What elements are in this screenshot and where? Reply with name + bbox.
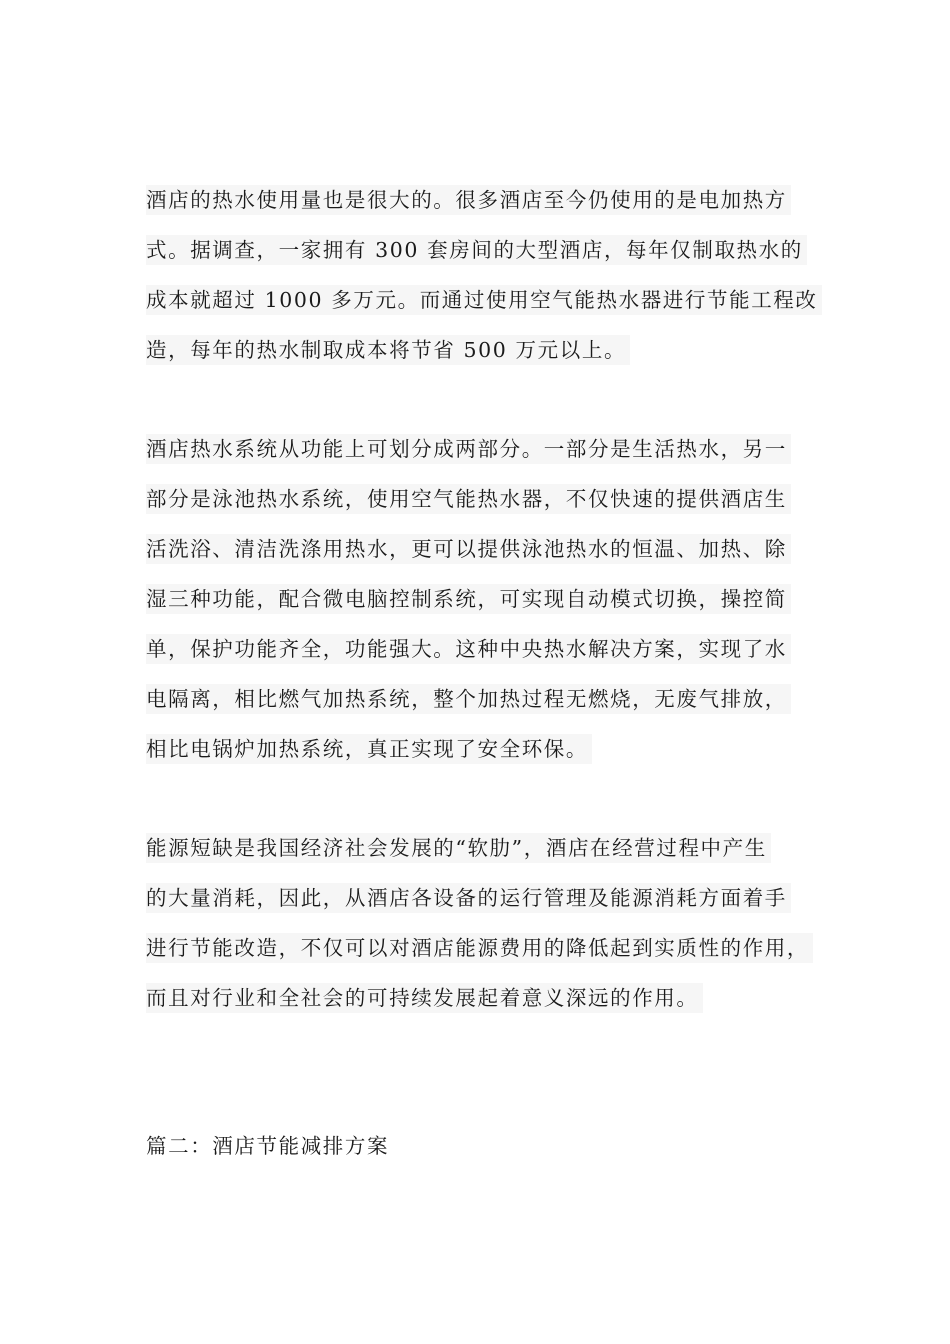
paragraph-line [146,175,836,225]
line-text: 能源短缺是我国经济社会发展的“软肋”，酒店在经营过程中产生 [146,833,771,863]
line-text: 活洗浴、清洁洗涤用热水，更可以提供泳池热水的恒温、加热、除 [146,534,791,564]
line-text: 相比电锅炉加热系统，真正实现了安全环保。 [146,734,592,764]
line-text: 的大量消耗，因此，从酒店各设备的运行管理及能源消耗方面着手 [146,883,791,913]
line-text: 湿三种功能，配合微电脑控制系统，可实现自动模式切换，操控简 [146,584,791,614]
paragraph-line [146,524,836,574]
paragraph-energy-shortage [146,823,836,1023]
line-text: 成本就超过 1000 多万元。而通过使用空气能热水器进行节能工程改 [146,285,822,315]
paragraph-line [146,225,836,275]
line-text: 单，保护功能齐全，功能强大。这种中央热水解决方案，实现了水 [146,634,791,664]
paragraph-line [146,275,836,325]
paragraph-line [146,973,836,1023]
paragraph-line [146,424,836,474]
paragraph-line [146,574,836,624]
line-text: 电隔离，相比燃气加热系统，整个加热过程无燃烧，无废气排放， [146,684,791,714]
line-text: 进行节能改造，不仅可以对酒店能源费用的降低起到实质性的作用， [146,933,813,963]
line-text: 酒店热水系统从功能上可划分成两部分。一部分是生活热水，另一 [146,434,791,464]
paragraph-line [146,873,836,923]
line-text: 部分是泳池热水系统，使用空气能热水器，不仅快速的提供酒店生 [146,484,791,514]
paragraph-hot-water-system [146,424,836,774]
paragraph-line [146,325,836,375]
paragraph-line [146,923,836,973]
section-heading: 篇二：酒店节能减排方案 [146,1134,390,1158]
line-text: 式。据调查，一家拥有 300 套房间的大型酒店，每年仅制取热水的 [146,235,807,265]
line-text: 造，每年的热水制取成本将节省 500 万元以上。 [146,335,630,365]
paragraph-line [146,474,836,524]
paragraph-line [146,724,836,774]
line-text: 酒店的热水使用量也是很大的。很多酒店至今仍使用的是电加热方 [146,185,791,215]
paragraph-line [146,674,836,724]
paragraph-line [146,624,836,674]
paragraph-hot-water-usage [146,175,836,375]
paragraph-line [146,823,836,873]
line-text: 而且对行业和全社会的可持续发展起着意义深远的作用。 [146,983,703,1013]
